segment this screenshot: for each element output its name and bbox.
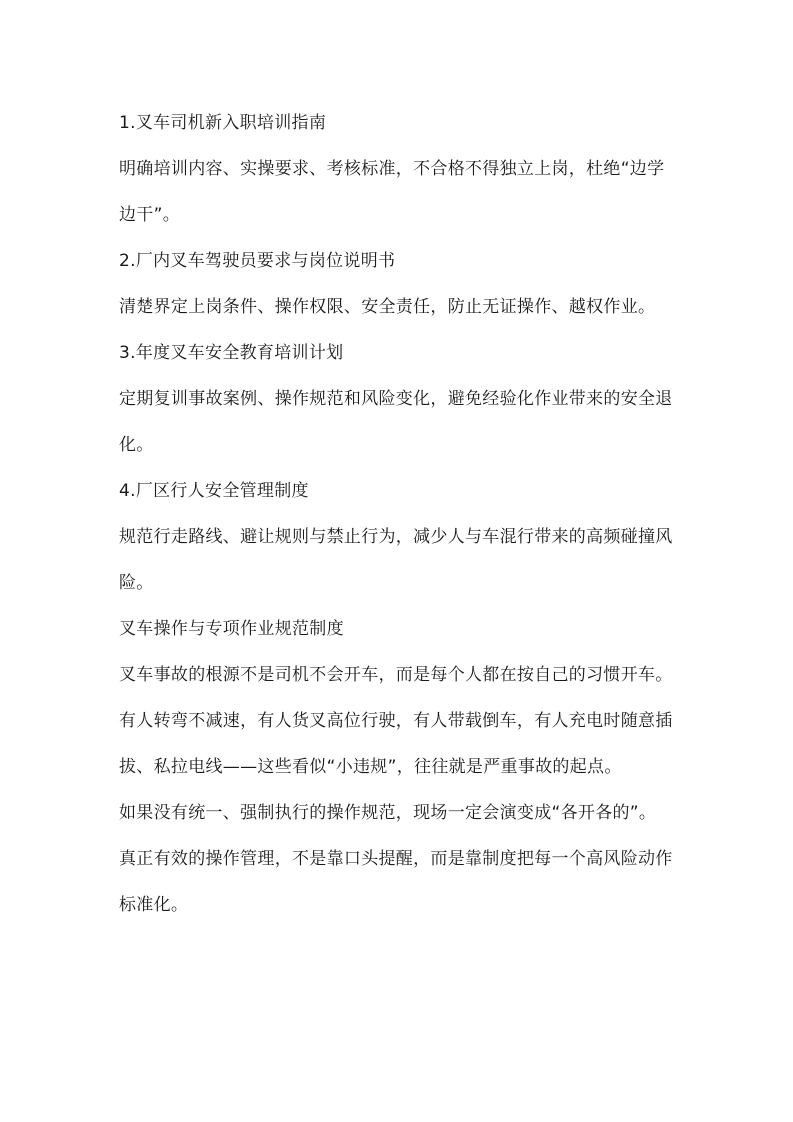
description-item-2: 清楚界定上岗条件、操作权限、安全责任，防止无证操作、越权作业。 <box>119 297 656 317</box>
body-paragraph: 真正有效的操作管理，不是靠口头提醒，而是靠制度把每一个高风险动作标准化。 <box>119 849 673 915</box>
description-item-1: 明确培训内容、实操要求、考核标准，不合格不得独立上岗，杜绝“边学边干”。 <box>119 159 665 225</box>
body-paragraph: 有人转弯不减速，有人货叉高位行驶，有人带载倒车，有人充电时随意插拔、私拉电线——这些看似“小违规”，往往就是严重事故的起点。 <box>119 711 673 777</box>
description-item-4: 规范行走路线、避让规则与禁止行为，减少人与车混行带来的高频碰撞风险。 <box>119 527 673 593</box>
body-paragraph: 叉车事故的根源不是司机不会开车，而是每个人都在按自己的习惯开车。 <box>119 665 673 685</box>
section-heading: 叉车操作与专项作业规范制度 <box>119 619 344 639</box>
description-item-3: 定期复训事故案例、操作规范和风险变化，避免经验化作业带来的安全退化。 <box>119 389 673 455</box>
heading-item-4: 4.厂区行人安全管理制度 <box>119 481 309 501</box>
heading-item-1: 1.叉车司机新入职培训指南 <box>119 113 327 133</box>
heading-item-2: 2.厂内叉车驾驶员要求与岗位说明书 <box>119 251 396 271</box>
heading-item-3: 3.年度叉车安全教育培训计划 <box>119 343 344 363</box>
body-paragraph: 如果没有统一、强制执行的操作规范，现场一定会演变成“各开各的”。 <box>119 803 657 823</box>
